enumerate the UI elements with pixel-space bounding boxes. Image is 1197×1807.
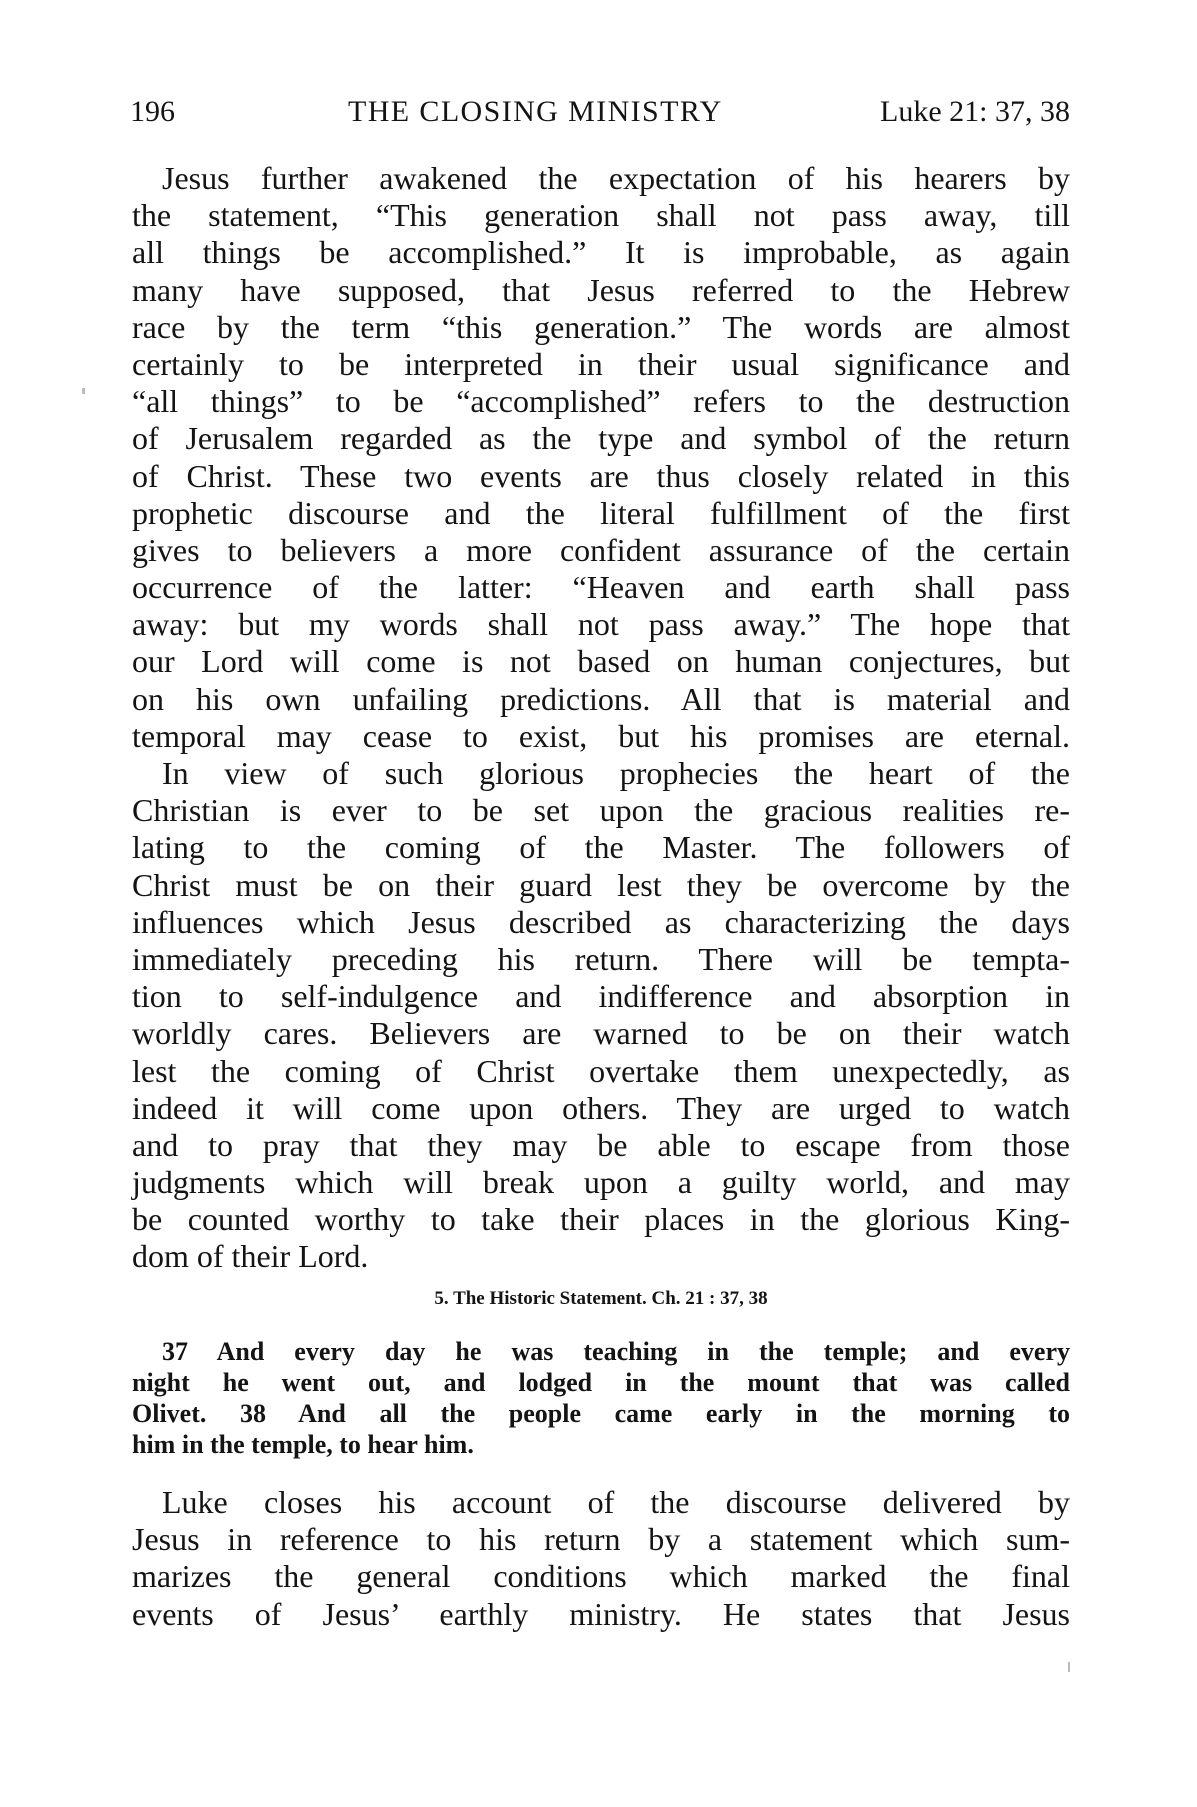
scan-speck (1068, 1662, 1070, 1672)
text-line: In view of such glorious prophecies the heart of the (162, 755, 1070, 791)
running-title: THE CLOSING MINISTRY (348, 95, 723, 128)
text-line: dom of their Lord. (132, 1238, 369, 1275)
text-line: immediately preceding his return. There will be tempta- (132, 940, 1070, 977)
verse-line: Olivet. 38 And all the people came early in the morning to (132, 1399, 1070, 1428)
section-heading: 5. The Historic Statement. Ch. 21 : 37, 38 (434, 1288, 768, 1309)
text-line: temporal may cease to exist, but his promises are eternal. (132, 717, 1070, 754)
text-line: influences which Jesus described as characterizing the days (132, 903, 1070, 940)
text-line: lating to the coming of the Master. The followers of (132, 829, 1070, 866)
scripture-reference: Luke 21: 37, 38 (880, 95, 1070, 128)
text-line: on his own unfailing predictions. All that is material and (132, 680, 1070, 717)
text-line: race by the term “this generation.” The words are almost (132, 308, 1070, 345)
verse-line: him in the temple, to hear him. (132, 1430, 474, 1459)
text-line: our Lord will come is not based on human conjectures, but (132, 643, 1070, 680)
verse-line: night he went out, and lodged in the mount that was called (132, 1368, 1070, 1397)
text-line: and to pray that they may be able to escape from those (132, 1126, 1070, 1163)
text-line: Christian is ever to be set upon the gracious realities re- (132, 792, 1070, 829)
text-line: be counted worthy to take their places in the glorious King- (132, 1201, 1070, 1238)
text-line: away: but my words shall not pass away.” The hope that (132, 606, 1070, 643)
text-line: worldly cares. Believers are warned to be on their watch (132, 1015, 1070, 1052)
text-line: of Jerusalem regarded as the type and symbol of the return (132, 420, 1070, 457)
page-number: 196 (130, 95, 175, 128)
commentary-paragraphs (132, 160, 1070, 1276)
verse-line: 37 And every day he was teaching in the temple; and every (162, 1337, 1070, 1366)
text-line: of Christ. These two events are thus closely related in this (132, 457, 1070, 494)
text-line: occurrence of the latter: “Heaven and earth shall pass (132, 569, 1070, 606)
text-line: all things be accomplished.” It is improbable, as again (132, 234, 1070, 271)
text-line: prophetic discourse and the literal fulfillment of the first (132, 494, 1070, 531)
text-line: Luke closes his account of the discourse delivered by (162, 1484, 1070, 1520)
text-line: many have supposed, that Jesus referred to the Hebrew (132, 271, 1070, 308)
text-line: marizes the general conditions which marked the final (132, 1558, 1070, 1595)
text-line: lest the coming of Christ overtake them unexpectedly, as (132, 1052, 1070, 1089)
text-line: Jesus in reference to his return by a statement which sum- (132, 1521, 1070, 1558)
scan-speck (82, 388, 85, 394)
closing-paragraph (132, 1484, 1070, 1633)
text-line: the statement, “This generation shall not pass away, till (132, 197, 1070, 234)
text-line: certainly to be interpreted in their usual significance and (132, 345, 1070, 382)
text-line: “all things” to be “accomplished” refers to the destruction (132, 383, 1070, 420)
text-line: gives to believers a more confident assurance of the certain (132, 531, 1070, 568)
text-line: judgments which will break upon a guilty world, and may (132, 1164, 1070, 1201)
text-line: tion to self-indulgence and indifference and absorption in (132, 978, 1070, 1015)
scripture-verses (132, 1336, 1070, 1460)
text-line: indeed it will come upon others. They are urged to watch (132, 1089, 1070, 1126)
text-line: Jesus further awakened the expectation of his hearers by (162, 160, 1070, 196)
text-line: events of Jesus’ earthly ministry. He states that Jesus (132, 1595, 1070, 1632)
text-line: Christ must be on their guard lest they be overcome by the (132, 866, 1070, 903)
running-header (130, 90, 1070, 134)
